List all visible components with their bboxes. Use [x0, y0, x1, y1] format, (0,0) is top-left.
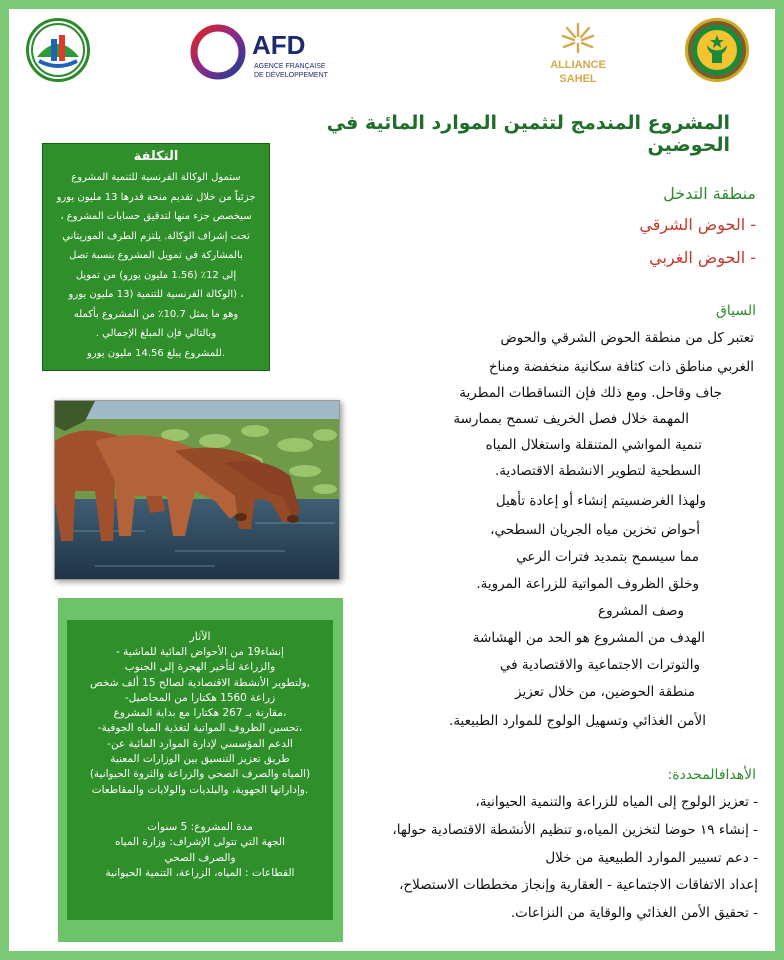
context-line: والتوترات الاجتماعية والاقتصادية في: [499, 657, 700, 673]
cost-heading: التكلفة: [133, 149, 179, 164]
mauritania-seal-logo: [685, 18, 749, 82]
cost-line: إلى 12٪ (1.56 مليون يورو) من تمويل: [75, 269, 237, 281]
objectives-heading: الأهدافالمحددة:: [667, 767, 756, 783]
cost-box: [42, 143, 270, 371]
project-duration: مدة المشروع: 5 سنوات: [147, 820, 253, 833]
cost-line: وهو ما يمثل 10.7٪ من المشروع بأكمله: [73, 308, 239, 320]
impact-heading: الآثار: [189, 630, 211, 643]
page-title: المشروع المندمج لتثمين الموارد المائية في الحوضين: [326, 112, 730, 156]
impact-line: ،مقارنة بـ 267 هكتارا مع بداية المشروع: [113, 707, 287, 720]
impact-line: الدعم المؤسسي لإدارة الموارد المائية عن-: [107, 737, 293, 750]
cost-line: وبالتالي فإن المبلغ الإجمالي .: [95, 328, 217, 339]
impact-line: والزراعة لتأخير الهجرة إلى الجنوب: [124, 661, 276, 674]
cost-line: سيخصص جزء منها لتدقيق حسابات المشروع ،: [60, 211, 252, 222]
context-line: تعتبر كل من منطقة الحوض الشرقي والحوض: [500, 330, 754, 346]
sahel-wordmark-2: SAHEL: [559, 73, 597, 85]
objective-item: - تعزيز الولوج إلى المياه للزراعة والتنمية الحيوانية،: [475, 794, 758, 810]
context-line: الهدف من المشروع هو الحد من الهشاشة: [472, 630, 705, 646]
cost-line: تحت إشراف الوكالة. يلتزم الطرف الموريتاني: [62, 230, 250, 242]
project-description-heading: وصف المشروع: [598, 603, 684, 619]
objective-item: إعداد الاتفاقات الاجتماعية - العقارية وإنجاز مخططات الاستصلاح،: [399, 877, 758, 893]
alliance-sahel-logo: [543, 20, 613, 88]
afd-subtitle-1: AGENCE FRANÇAISE: [254, 63, 326, 70]
context-line: مما سيسمح بتمديد فترات الرعي: [516, 549, 699, 565]
cost-line: .للمشروع يبلغ 14.56 مليون يورو: [86, 347, 226, 359]
impact-box: [67, 620, 333, 920]
impact-line: ،تحسين الظروف المواتية لتغذية المياه الجوفية-: [97, 722, 303, 735]
objective-item: - إنشاء ١٩ حوضا لتخزين المياه،و تنظيم الأنشطة الاقتصادية حولها،: [392, 822, 758, 838]
project-sectors: القطاعات : المياه، الزراعة، التنمية الحيوانية: [105, 866, 295, 879]
cost-line: جزئياً من خلال تقديم منحة قدرها 13 مليون يورو: [56, 191, 256, 203]
zone-item-east: - الحوض الشرقي: [639, 215, 756, 234]
zone-heading: منطقة التدخل: [663, 184, 756, 203]
context-line: جاف وقاحل. ومع ذلك فإن التساقطات المطرية: [459, 385, 722, 401]
context-line: ولهذا الغرضسيتم إنشاء أو إعادة تأهيل: [495, 493, 706, 509]
cattle-drinking-photo: [54, 400, 340, 580]
ministry-logo: [26, 18, 90, 82]
supervising-body-cont: والصرف الصحي: [164, 851, 236, 864]
impact-line: ,ولتطوير الأنشطة الاقتصادية لصالح 15 ألف شخص: [90, 676, 310, 689]
context-line: أحواض تخزين مياه الجريان السطحي،: [490, 522, 700, 538]
afd-subtitle-2: DE DÉVELOPPEMENT: [254, 72, 328, 79]
objective-item: - دعم تسيير الموارد الطبيعية من خلال: [545, 850, 758, 866]
context-line: السطحية لتطوير الانشطة الاقتصادية.: [495, 463, 701, 479]
cost-line: ستمول الوكالة الفرنسية للتنمية المشروع: [71, 172, 241, 183]
context-line: المهمة خلال فصل الخريف تسمح بممارسة: [453, 411, 689, 427]
impact-line: إنشاء19 من الأحواض المائية للماشية -: [116, 646, 284, 658]
afd-wordmark: AFD: [252, 30, 306, 60]
impact-line: (المياه والصرف الصحي والزراعة والثروة الحيوانية): [89, 768, 311, 781]
impact-line: طريق تعزيز التنسيق بين الوزارات المعنية: [110, 753, 290, 766]
cost-line: بالمشاركة في تمويل المشروع بنسبة تصل: [69, 250, 243, 261]
context-line: الأمن الغذائي وتسهيل الولوج للموارد الطبيعية.: [449, 713, 706, 729]
context-line: منطقة الحوضين، من خلال تعزيز: [515, 684, 695, 700]
context-heading: السياق: [716, 303, 756, 319]
afd-logo: [190, 24, 330, 82]
zone-item-west: - الحوض الغربي: [649, 248, 756, 267]
impact-line: زراعة 1560 هكتارا من المحاصيل-: [124, 691, 276, 704]
context-line: وخلق الظروف المواتية للزراعة المروية.: [476, 576, 699, 592]
objective-item: - تحقيق الأمن الغذائي والوقاية من النزاعات.: [510, 905, 758, 921]
sahel-wordmark-1: ALLIANCE: [550, 59, 606, 71]
context-line: الغربي مناطق ذات كثافة سكانية منخفضة ومناخ: [488, 359, 754, 375]
context-line: تنمية المواشي المتنقلة واستغلال المياه: [485, 437, 702, 453]
cost-line: ، (الوكالة الفرنسية للتنمية (13 مليون يورو: [68, 289, 244, 300]
supervising-body: الجهة التي تتولى الإشراف: وزارة المياه: [114, 836, 286, 849]
impact-line: .وإداراتها الجهوية، والبلديات والولايات والمقاطعات: [91, 783, 309, 796]
